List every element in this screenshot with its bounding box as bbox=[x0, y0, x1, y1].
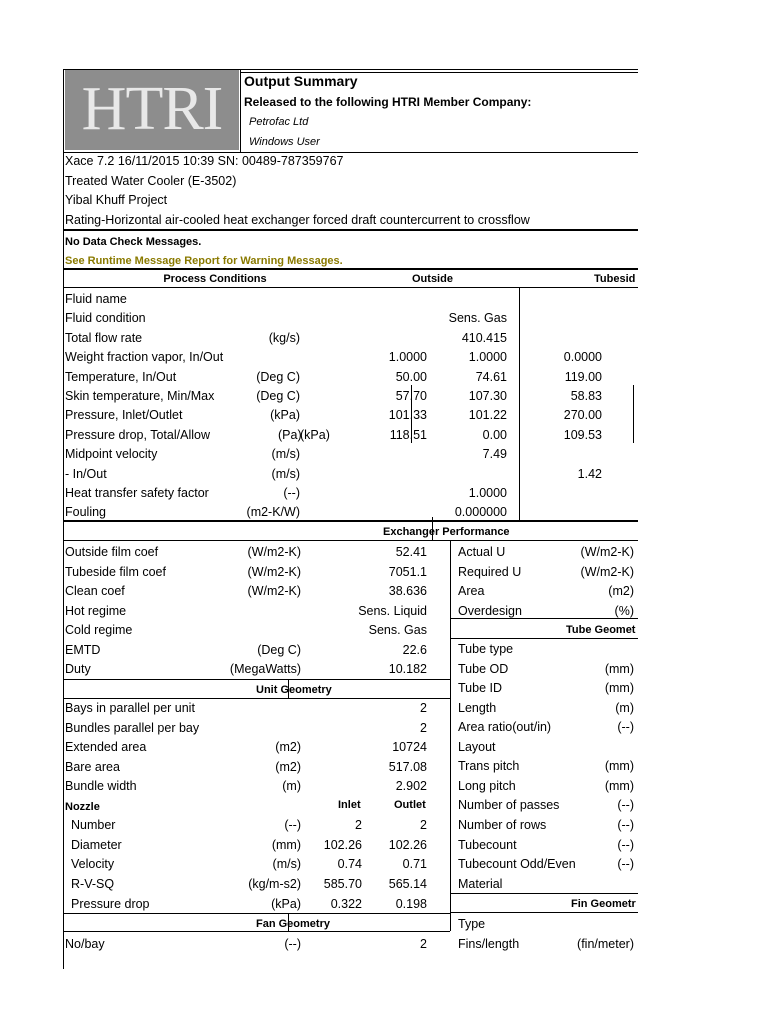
tube-geometry-row-unit: (mm) bbox=[604, 759, 634, 773]
fan-geometry-header-bottom bbox=[63, 931, 450, 932]
unit-geometry-row-unit: (m2) bbox=[275, 760, 301, 774]
process-row-unit: (kg/s) bbox=[268, 331, 300, 345]
tubeside-mid-divider bbox=[633, 385, 634, 443]
tube-geometry-row-label: Tube OD bbox=[458, 662, 509, 676]
process-row-unit: (Deg C) bbox=[256, 389, 300, 403]
tube-geometry-row-unit: (--) bbox=[617, 720, 634, 734]
performance-row-unit: (W/m2-K) bbox=[247, 565, 301, 579]
logo-divider bbox=[240, 69, 241, 153]
nozzle-row-unit: (kPa) bbox=[271, 897, 301, 911]
performance-header-tick bbox=[432, 517, 433, 541]
tube-geometry-row-label: Number of rows bbox=[458, 818, 547, 832]
info-bottom-border bbox=[63, 229, 638, 231]
nozzle-row-outlet: 102.26 bbox=[388, 838, 427, 852]
tube-geometry-row-label: Area ratio(out/in) bbox=[458, 720, 552, 734]
performance-right-unit: (m2) bbox=[608, 584, 634, 598]
fin-geometry-header-bottom bbox=[450, 912, 638, 913]
performance-right-label: Overdesign bbox=[458, 604, 522, 618]
process-row-tubeside-in: 0.0000 bbox=[563, 350, 602, 364]
fin-geometry-row-label: Type bbox=[458, 917, 486, 931]
nozzle-row-unit: (--) bbox=[284, 818, 301, 832]
process-row-unit: (kPa) bbox=[300, 428, 330, 442]
unit-geometry-header: Unit Geometry bbox=[256, 684, 332, 696]
fin-geometry-row-unit: (fin/meter) bbox=[577, 937, 634, 951]
process-row-unit: (kPa) bbox=[270, 408, 300, 422]
performance-row-value: 38.636 bbox=[388, 584, 427, 598]
unit-geometry-row-value: 2.902 bbox=[395, 779, 427, 793]
process-row-outside-out: 7.49 bbox=[482, 447, 507, 461]
nozzle-inlet-header: Inlet bbox=[338, 799, 361, 811]
process-row-label: Total flow rate bbox=[65, 331, 143, 345]
tube-geometry-row-label: Layout bbox=[458, 740, 496, 754]
process-row-label: Pressure, Inlet/Outlet bbox=[65, 408, 183, 422]
unit-geometry-row-label: Extended area bbox=[65, 740, 147, 754]
version-line: Xace 7.2 16/11/2015 10:39 SN: 00489-787359767 bbox=[65, 154, 344, 168]
process-row-outside-out: Sens. Gas bbox=[448, 311, 507, 325]
nozzle-row-label: R-V-SQ bbox=[71, 877, 115, 891]
nozzle-row-inlet: 102.26 bbox=[323, 838, 362, 852]
fin-geometry-row-label: Fins/length bbox=[458, 937, 520, 951]
performance-row-value: Sens. Gas bbox=[368, 623, 427, 637]
case-name: Treated Water Cooler (E-3502) bbox=[65, 174, 237, 188]
process-row-label: Temperature, In/Out bbox=[65, 370, 177, 384]
process-row-outside-out: 0.00 bbox=[482, 428, 507, 442]
fan-geometry-row-label: No/bay bbox=[65, 937, 105, 951]
process-row-label: Pressure drop, Total/Allow bbox=[65, 428, 210, 442]
unit-geometry-row-unit: (m) bbox=[282, 779, 301, 793]
process-row-outside-out: 101.22 bbox=[468, 408, 507, 422]
fan-geometry-header: Fan Geometry bbox=[256, 918, 330, 930]
tube-geometry-row-label: Tube type bbox=[458, 642, 514, 656]
nozzle-label: Nozzle bbox=[65, 801, 100, 813]
tube-geometry-row-unit: (mm) bbox=[604, 779, 634, 793]
unit-geometry-row-value: 517.08 bbox=[388, 760, 427, 774]
unit-geometry-tick bbox=[288, 680, 289, 698]
tube-geometry-header: Tube Geomet bbox=[566, 624, 636, 636]
process-row-outside-in: 101.33 bbox=[388, 408, 427, 422]
performance-row-label: Clean coef bbox=[65, 584, 125, 598]
process-top-border bbox=[63, 268, 638, 270]
tubeside-header: Tubesid bbox=[594, 273, 636, 285]
tube-geometry-row-label: Long pitch bbox=[458, 779, 516, 793]
nozzle-row-inlet: 0.74 bbox=[337, 857, 362, 871]
process-row-outside-in: 1.0000 bbox=[388, 350, 427, 364]
unit-geometry-row-value: 2 bbox=[420, 721, 427, 735]
process-row-unit: (--) bbox=[283, 486, 300, 500]
nozzle-row-outlet: 0.71 bbox=[402, 857, 427, 871]
process-row-tubeside-in: 58.83 bbox=[570, 389, 602, 403]
performance-right-unit: (%) bbox=[614, 604, 634, 618]
performance-row-unit: (MegaWatts) bbox=[229, 662, 301, 676]
tube-geometry-row-unit: (--) bbox=[617, 798, 634, 812]
tube-geometry-row-label: Trans pitch bbox=[458, 759, 520, 773]
unit-geometry-header-bottom bbox=[63, 698, 450, 699]
process-row-label: - In/Out bbox=[65, 467, 107, 481]
process-row-outside-in: 118.51 bbox=[389, 428, 427, 442]
performance-right-label: Area bbox=[458, 584, 485, 598]
process-row-label: Fluid condition bbox=[65, 311, 146, 325]
released-to: Released to the following HTRI Member Company: bbox=[244, 95, 532, 109]
performance-row-unit: (W/m2-K) bbox=[247, 584, 301, 598]
process-row-unit: (m/s) bbox=[271, 447, 300, 461]
runtime-warning-link[interactable]: See Runtime Message Report for Warning Messages. bbox=[65, 255, 343, 267]
process-row-outside-out: 1.0000 bbox=[468, 486, 507, 500]
fan-geometry-top-border bbox=[63, 913, 450, 914]
unit-geometry-row-label: Bays in parallel per unit bbox=[65, 701, 195, 715]
process-row-tubeside-in: 119.00 bbox=[564, 370, 602, 384]
nozzle-row-label: Velocity bbox=[71, 857, 115, 871]
tube-geometry-header-bottom bbox=[450, 638, 638, 639]
process-row-label: Midpoint velocity bbox=[65, 447, 158, 461]
process-row-label: Heat transfer safety factor bbox=[65, 486, 209, 500]
rating-description: Rating-Horizontal air-cooled heat exchanger forced draft countercurrent to crossflow bbox=[65, 213, 530, 227]
nozzle-row-label: Diameter bbox=[71, 838, 122, 852]
unit-geometry-row-label: Bundle width bbox=[65, 779, 137, 793]
performance-header-bottom bbox=[63, 540, 638, 541]
performance-row-label: Tubeside film coef bbox=[65, 565, 166, 579]
nozzle-outlet-header: Outlet bbox=[394, 799, 426, 811]
unit-geometry-row-value: 2 bbox=[420, 701, 427, 715]
performance-right-label: Required U bbox=[458, 565, 522, 579]
performance-row-label: Cold regime bbox=[65, 623, 133, 637]
nozzle-row-outlet: 2 bbox=[420, 818, 427, 832]
process-row-outside-in: 50.00 bbox=[395, 370, 427, 384]
tube-geometry-row-unit: (--) bbox=[617, 818, 634, 832]
nozzle-row-inlet: 2 bbox=[355, 818, 362, 832]
nozzle-row-unit: (mm) bbox=[271, 838, 301, 852]
performance-row-label: Duty bbox=[65, 662, 91, 676]
nozzle-row-unit: (m/s) bbox=[272, 857, 301, 871]
performance-row-value: 52.41 bbox=[395, 545, 427, 559]
unit-geometry-row-unit: (m2) bbox=[275, 740, 301, 754]
tube-geometry-row-unit: (mm) bbox=[604, 662, 634, 676]
process-row-outside-out: 107.30 bbox=[468, 389, 507, 403]
performance-row-unit: (W/m2-K) bbox=[247, 545, 301, 559]
process-row-outside-in: 57.70 bbox=[395, 389, 427, 403]
unit-geometry-row-value: 10724 bbox=[392, 740, 427, 754]
tube-geometry-row-unit: (--) bbox=[617, 857, 634, 871]
tube-geometry-row-label: Tubecount bbox=[458, 838, 517, 852]
performance-row-value: 10.182 bbox=[388, 662, 427, 676]
tube-geometry-row-label: Tube ID bbox=[458, 681, 503, 695]
process-row-outside-out: 74.61 bbox=[475, 370, 507, 384]
header-bottom-border bbox=[63, 152, 638, 153]
performance-row-value: 22.6 bbox=[402, 643, 427, 657]
unit-geometry-row-label: Bundles parallel per bay bbox=[65, 721, 200, 735]
process-row-unit: (Pa) bbox=[278, 428, 302, 442]
fin-geometry-header: Fin Geometr bbox=[571, 898, 636, 910]
tube-geometry-row-label: Tubecount Odd/Even bbox=[458, 857, 576, 871]
right-column-divider bbox=[450, 541, 451, 931]
tube-geometry-row-unit: (m) bbox=[615, 701, 634, 715]
process-conditions-header: Process Conditions bbox=[163, 273, 267, 285]
process-row-outside-out: 410.415 bbox=[461, 331, 507, 345]
nozzle-row-unit: (kg/m-s2) bbox=[248, 877, 301, 891]
performance-row-unit: (Deg C) bbox=[257, 643, 301, 657]
performance-row-value: Sens. Liquid bbox=[358, 604, 427, 618]
tubeside-divider bbox=[519, 288, 520, 521]
outside-header: Outside bbox=[412, 273, 453, 285]
tube-geometry-row-label: Length bbox=[458, 701, 497, 715]
performance-right-label: Actual U bbox=[458, 545, 506, 559]
page-title: Output Summary bbox=[244, 73, 358, 89]
process-header-bottom bbox=[63, 287, 638, 288]
fin-geometry-top-border bbox=[450, 893, 638, 894]
exchanger-performance-header: Exchanger Performance bbox=[383, 526, 510, 538]
fan-geometry-tick bbox=[288, 914, 289, 931]
process-row-unit: (Deg C) bbox=[256, 370, 300, 384]
performance-row-value: 7051.1 bbox=[388, 565, 427, 579]
unit-geometry-row-label: Bare area bbox=[65, 760, 120, 774]
nozzle-row-label: Number bbox=[71, 818, 116, 832]
nozzle-row-label: Pressure drop bbox=[71, 897, 150, 911]
performance-right-unit: (W/m2-K) bbox=[580, 545, 634, 559]
project-name: Yibal Khuff Project bbox=[65, 193, 168, 207]
fan-geometry-row-unit: (--) bbox=[284, 937, 301, 951]
process-row-label: Skin temperature, Min/Max bbox=[65, 389, 215, 403]
process-row-label: Weight fraction vapor, In/Out bbox=[65, 350, 224, 364]
tube-geometry-row-unit: (mm) bbox=[604, 681, 634, 695]
process-row-tubeside-in: 1.42 bbox=[577, 467, 602, 481]
process-row-outside-out: 0.000000 bbox=[454, 505, 507, 519]
process-row-unit: (m2-K/W) bbox=[246, 505, 300, 519]
nozzle-row-inlet: 585.70 bbox=[323, 877, 362, 891]
nozzle-row-outlet: 565.14 bbox=[388, 877, 427, 891]
process-row-unit: (m/s) bbox=[271, 467, 300, 481]
performance-row-label: EMTD bbox=[65, 643, 101, 657]
company-name: Petrofac Ltd bbox=[249, 116, 309, 128]
tube-geometry-row-label: Number of passes bbox=[458, 798, 560, 812]
htri-logo: HTRI bbox=[65, 70, 239, 150]
process-row-tubeside-in: 270.00 bbox=[563, 408, 602, 422]
process-row-tubeside-in: 109.53 bbox=[563, 428, 602, 442]
tube-geometry-top-border bbox=[450, 618, 638, 619]
performance-top-border bbox=[63, 520, 638, 522]
process-row-outside-out: 1.0000 bbox=[468, 350, 507, 364]
performance-right-unit: (W/m2-K) bbox=[580, 565, 634, 579]
tube-geometry-row-label: Material bbox=[458, 877, 503, 891]
performance-row-label: Outside film coef bbox=[65, 545, 159, 559]
user-name: Windows User bbox=[249, 136, 320, 148]
data-check-message: No Data Check Messages. bbox=[65, 236, 202, 248]
process-row-label: Fluid name bbox=[65, 292, 127, 306]
tube-geometry-row-unit: (--) bbox=[617, 838, 634, 852]
nozzle-row-inlet: 0.322 bbox=[330, 897, 362, 911]
left-border bbox=[63, 69, 64, 969]
nozzle-row-outlet: 0.198 bbox=[395, 897, 427, 911]
performance-row-label: Hot regime bbox=[65, 604, 127, 618]
outside-mid-divider bbox=[411, 385, 412, 443]
unit-geometry-top-border bbox=[63, 679, 450, 680]
fan-geometry-row-value: 2 bbox=[420, 937, 427, 951]
process-row-label: Fouling bbox=[65, 505, 106, 519]
